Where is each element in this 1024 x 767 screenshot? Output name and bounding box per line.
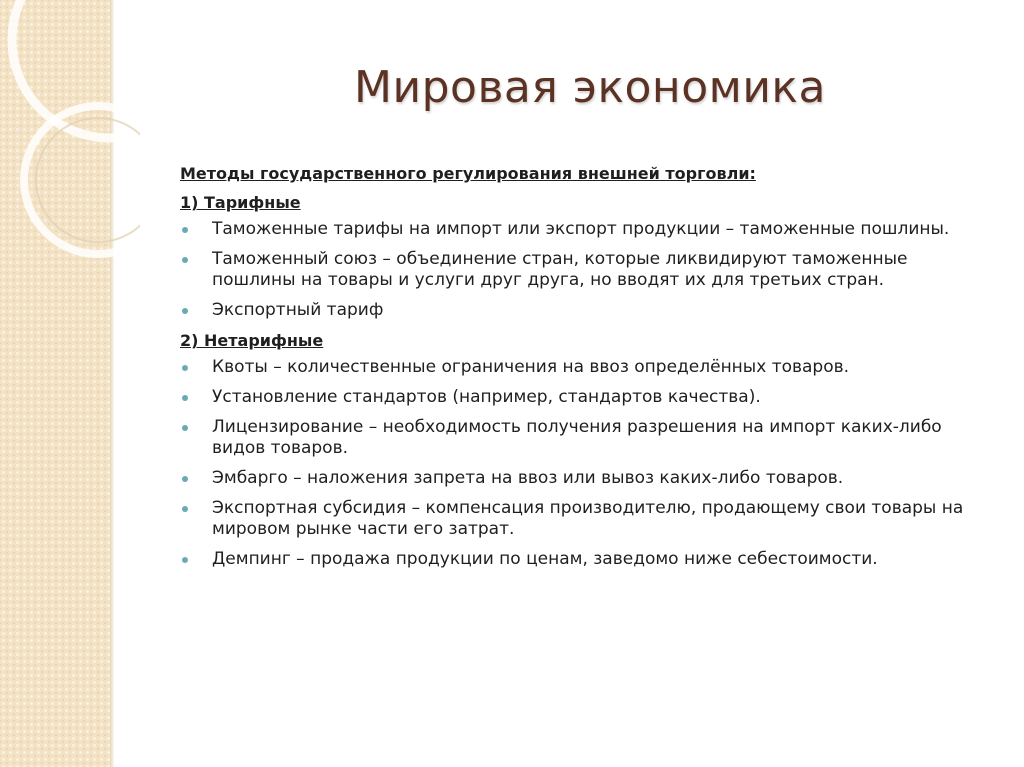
list-item bbox=[180, 249, 980, 291]
list-item bbox=[180, 357, 980, 378]
content-heading bbox=[180, 163, 980, 184]
nontariff-list bbox=[180, 357, 980, 570]
section-label-nontariff: 2) Нетарифные bbox=[180, 331, 324, 350]
list-item bbox=[180, 468, 980, 489]
list-item bbox=[180, 300, 980, 321]
slide-content bbox=[180, 163, 980, 579]
bullet-icon bbox=[182, 506, 188, 512]
list-item-text: Экспортный тариф bbox=[212, 300, 384, 320]
bullet-icon bbox=[182, 476, 188, 482]
tariff-list bbox=[180, 219, 980, 321]
list-item bbox=[180, 498, 980, 540]
list-item bbox=[180, 219, 980, 240]
bullet-icon bbox=[182, 365, 188, 371]
bullet-icon bbox=[182, 557, 188, 563]
list-item-text: Таможенные тарифы на импорт или экспорт продукции – таможенные пошлины. bbox=[212, 219, 950, 239]
section-label-tariff: 1) Тарифные bbox=[180, 193, 301, 212]
list-item-text: Эмбарго – наложения запрета на ввоз или вывоз каких-либо товаров. bbox=[212, 468, 844, 488]
bullet-icon bbox=[182, 395, 188, 401]
list-item-text: Установление стандартов (например, стандартов качества). bbox=[212, 387, 761, 407]
list-item-text: Демпинг – продажа продукции по ценам, заведомо ниже себестоимости. bbox=[212, 549, 878, 569]
content-heading-colon: : bbox=[749, 164, 756, 183]
decorative-rings-icon bbox=[0, 0, 140, 290]
content-heading-text: Методы государственного регулирования внешней торговли bbox=[180, 164, 750, 183]
list-item bbox=[180, 549, 980, 570]
page-title: Мировая экономика bbox=[354, 62, 826, 113]
bullet-icon bbox=[182, 425, 188, 431]
list-item bbox=[180, 387, 980, 408]
list-item-text: Квоты – количественные ограничения на ввоз определённых товаров. bbox=[212, 357, 850, 377]
bullet-icon bbox=[182, 257, 188, 263]
list-item-text: Лицензирование – необходимость получения разрешения на импорт каких-либо видов товаров. bbox=[212, 417, 942, 458]
list-item-text: Экспортная субсидия – компенсация производителю, продающему свои товары на мировом рынке части его затрат. bbox=[212, 498, 964, 539]
bullet-icon bbox=[182, 227, 188, 233]
list-item bbox=[180, 417, 980, 459]
bullet-icon bbox=[182, 308, 188, 314]
list-item-text: Таможенный союз – объединение стран, которые ликвидируют таможенные пошлины на товары и услуги друг друга, но вводят их для третьих стран. bbox=[212, 249, 908, 290]
